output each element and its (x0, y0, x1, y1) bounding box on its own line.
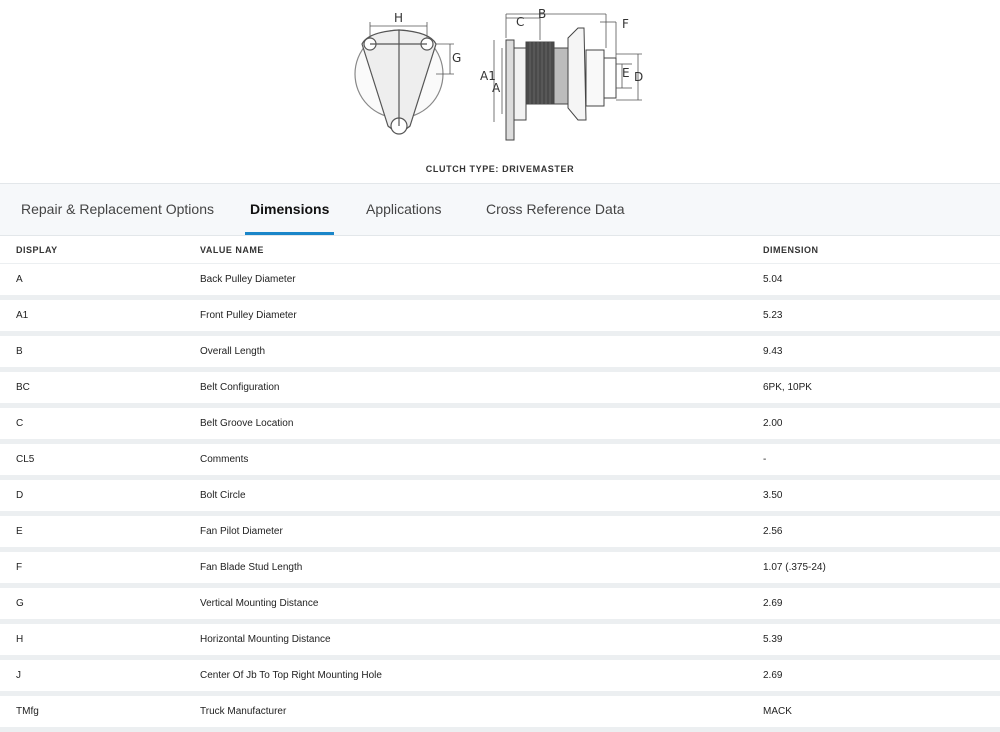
cell-display: C (0, 406, 200, 442)
cell-display: CL5 (0, 442, 200, 478)
cell-dimension: 5.04 (763, 264, 1000, 298)
dim-label-h: H (394, 11, 404, 25)
dim-label-a: A (492, 81, 501, 95)
dim-label-d: D (634, 70, 644, 84)
tab-label: Repair & Replacement Options (21, 201, 214, 217)
cell-dimension: 2.56 (763, 514, 1000, 550)
cell-value-name: Comments (200, 442, 763, 478)
cell-dimension: 9.43 (763, 334, 1000, 370)
dim-label-a1: A1 (480, 69, 496, 83)
cell-value-name: Front Pulley Diameter (200, 298, 763, 334)
cell-dimension: 5.23 (763, 298, 1000, 334)
cell-dimension: 3.50 (763, 478, 1000, 514)
clutch-diagram (340, 4, 670, 144)
dim-label-b: B (538, 7, 547, 21)
dim-label-c: C (516, 15, 525, 29)
column-header-display: DISPLAY (0, 236, 200, 264)
table-row (0, 658, 1000, 694)
dim-label-f: F (622, 17, 629, 31)
cell-dimension: 2.69 (763, 586, 1000, 622)
table-row (0, 442, 1000, 478)
table-row (0, 264, 1000, 298)
tab-label: Dimensions (250, 201, 330, 217)
cell-value-name: Center Of Jb To Top Right Mounting Hole (200, 658, 763, 694)
table-row (0, 514, 1000, 550)
tab-label: Cross Reference Data (486, 201, 625, 217)
dim-label-e: E (622, 66, 630, 80)
cell-display: BC (0, 370, 200, 406)
cell-display: A1 (0, 298, 200, 334)
tab-repair-replacement-options[interactable] (21, 184, 214, 235)
table-row (0, 586, 1000, 622)
table-row (0, 370, 1000, 406)
table-row (0, 694, 1000, 730)
cell-dimension: MACK (763, 694, 1000, 730)
tab-dimensions[interactable] (250, 184, 329, 235)
tab-bar (0, 184, 1000, 236)
tab-label: Applications (366, 201, 442, 217)
dimensions-table (0, 236, 1000, 732)
cell-value-name: Fan Pilot Diameter (200, 514, 763, 550)
cell-value-name: Belt Groove Location (200, 406, 763, 442)
cell-value-name: Back Pulley Diameter (200, 264, 763, 298)
table-row (0, 334, 1000, 370)
cell-display: H (0, 622, 200, 658)
table-row (0, 550, 1000, 586)
column-header-value-name: VALUE NAME (200, 236, 763, 264)
cell-dimension: 5.39 (763, 622, 1000, 658)
table-row (0, 478, 1000, 514)
tab-cross-reference-data[interactable] (486, 184, 625, 235)
table-row (0, 298, 1000, 334)
cell-value-name: Truck Manufacturer (200, 694, 763, 730)
cell-display: A (0, 264, 200, 298)
cell-dimension: 2.69 (763, 658, 1000, 694)
cell-value-name: Overall Length (200, 334, 763, 370)
cell-value-name: Vertical Mounting Distance (200, 586, 763, 622)
dim-label-g: G (452, 51, 462, 65)
tab-applications[interactable] (366, 184, 442, 235)
cell-value-name: Horizontal Mounting Distance (200, 622, 763, 658)
table-header-row (0, 236, 1000, 264)
cell-display: TMfg (0, 694, 200, 730)
cell-dimension: 1.07 (.375-24) (763, 550, 1000, 586)
cell-value-name: Bolt Circle (200, 478, 763, 514)
cell-display: G (0, 586, 200, 622)
table-row (0, 622, 1000, 658)
cell-dimension: 6PK, 10PK (763, 370, 1000, 406)
cell-display: D (0, 478, 200, 514)
cell-value-name: Fan Blade Stud Length (200, 550, 763, 586)
cell-display: F (0, 550, 200, 586)
cell-display: B (0, 334, 200, 370)
table-row (0, 406, 1000, 442)
cell-display: J (0, 658, 200, 694)
clutch-type-caption: CLUTCH TYPE: DRIVEMASTER (425, 164, 575, 174)
cell-dimension: 2.00 (763, 406, 1000, 442)
cell-dimension: - (763, 442, 1000, 478)
cell-display: E (0, 514, 200, 550)
column-header-dimension: DIMENSION (763, 236, 1000, 264)
cell-value-name: Belt Configuration (200, 370, 763, 406)
product-diagram-area (0, 0, 1000, 184)
active-tab-indicator (245, 232, 334, 235)
